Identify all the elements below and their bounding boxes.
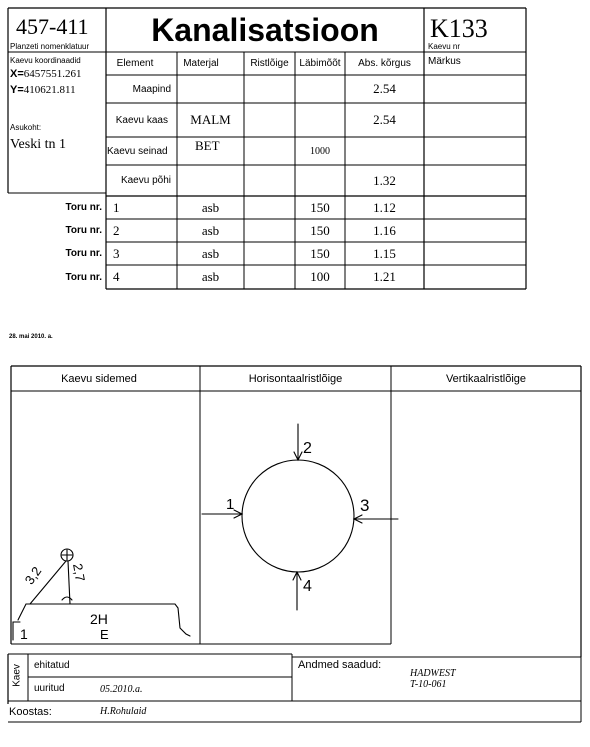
header-height: Abs. kõrgus [358, 58, 411, 69]
pipe-diameter-1: 150 [310, 199, 330, 215]
row-element-0: Maapind [132, 83, 171, 95]
pipe-label-2: Toru nr. [65, 225, 102, 236]
pipe-height-4: 1.21 [373, 269, 396, 284]
pipe-label-bottom: 4 [303, 578, 312, 595]
built-label: ehitatud [34, 659, 70, 671]
pipe-mark-label: 1 [20, 626, 28, 642]
pipe-number-3: 3 [113, 245, 120, 261]
row-element-3: Kaevu põhi [120, 175, 171, 186]
well-number-label: Kaevu nr [428, 41, 461, 51]
coords-label: Kaevu koordinaadid [10, 55, 81, 65]
pipe-label-right: 3 [360, 496, 370, 515]
pipe-number-1: 1 [113, 199, 120, 215]
row-material-2: BET [195, 138, 220, 153]
pipe-label-1: Toru nr. [65, 202, 102, 213]
pipe-label-left: 1 [226, 496, 235, 513]
data-source-value-1: HADWEST [410, 668, 456, 679]
header-cross: Ristlõige [250, 58, 289, 69]
pipe-diameter-3: 150 [310, 245, 330, 261]
header-note: Märkus [428, 55, 461, 67]
pipe-label-4: Toru nr. [65, 271, 102, 283]
section-well-links: Kaevu sidemed [61, 372, 137, 385]
coord-x-value: 6457551.261 [23, 68, 82, 80]
pipe-height-3: 1.15 [373, 245, 396, 261]
row-height-3: 1.32 [373, 172, 396, 188]
surveyed-value: 05.2010.a. [100, 683, 143, 695]
pipe-material-2: asb [201, 222, 220, 238]
coord-y-label: Y= [10, 84, 24, 96]
header-element: Element [116, 58, 154, 69]
address-value: Veski tn 1 [10, 137, 66, 152]
row-height-1: 2.54 [373, 112, 396, 127]
pipe-label-top: 2 [303, 440, 312, 457]
pipe-label-3: Toru nr. [65, 248, 102, 259]
nomenclature-label: Planzeti nomenklatuur [10, 41, 90, 51]
pipe-number-4: 4 [113, 269, 120, 284]
well-number: K133 [430, 14, 488, 43]
surveyed-label: uuritud [34, 682, 65, 694]
dist-left-label: 3,2 [21, 563, 45, 588]
row-height-0: 2.54 [373, 81, 396, 96]
coord-x-label: X= [10, 68, 24, 80]
data-source-label: Andmed saadud: [298, 659, 382, 671]
header-material: Materjal [183, 58, 219, 69]
pipe-diameter-4: 100 [310, 269, 330, 284]
coord-y-value: 410621.811 [23, 84, 76, 96]
pipe-material-1: asb [201, 199, 220, 215]
section-vertical: Vertikaalristlõige [445, 372, 527, 385]
row-diameter-2: 1000 [310, 145, 330, 157]
footer-side-label: Kaev [11, 664, 23, 687]
author-value: H.Rohulaid [100, 706, 147, 717]
row-element-1: Kaevu kaas [115, 114, 168, 126]
nomenclature-code: 457-411 [16, 14, 89, 39]
header-diameter: Läbimõõt [299, 58, 341, 69]
pipe-diameter-2: 150 [310, 222, 330, 238]
address-label: Asukoht: [10, 123, 42, 132]
pipe-height-1: 1.12 [373, 199, 396, 215]
row-element-2: Kaevu seinad [107, 145, 168, 157]
data-source-value-2: T-10-061 [410, 679, 447, 690]
date-stamp: 28. mai 2010. a. [9, 334, 53, 340]
author-label: Koostas: [9, 705, 52, 718]
pipe-height-2: 1.16 [373, 222, 396, 238]
pipe-number-2: 2 [113, 222, 120, 238]
pipe-material-3: asb [201, 245, 220, 261]
row-material-1: MALM [190, 112, 231, 127]
dist-right-label: 2,7 [70, 562, 88, 583]
ground-label: 2H [90, 611, 108, 627]
section-horizontal: Horisontaalristlõige [248, 372, 343, 385]
pipe-material-4: asb [201, 269, 220, 284]
page-title: Kanalisatsioon [151, 11, 379, 48]
ground-sub-label: E [100, 627, 109, 642]
